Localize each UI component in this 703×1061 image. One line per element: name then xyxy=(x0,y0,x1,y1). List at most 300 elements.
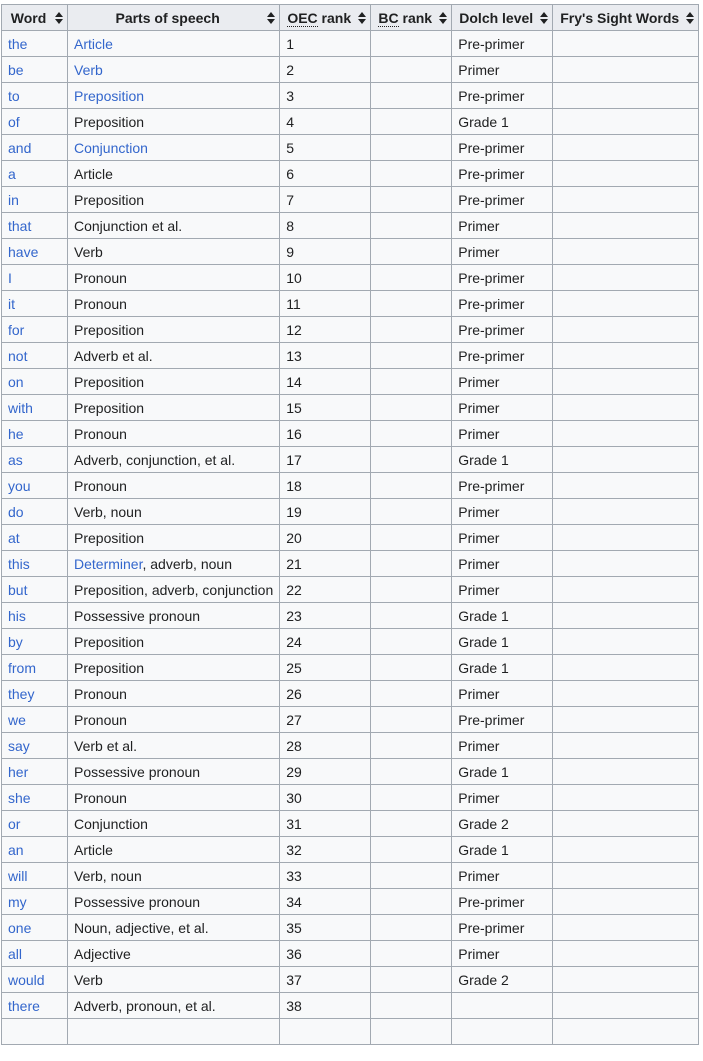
oec-rank-cell-text: 13 xyxy=(286,347,302,364)
oec-rank-cell xyxy=(280,187,371,213)
table-row xyxy=(2,681,699,707)
column-header-label: Parts of speech xyxy=(115,9,220,26)
table-row xyxy=(2,785,699,811)
column-header-bc-rank[interactable] xyxy=(371,5,452,31)
word-cell xyxy=(2,213,68,239)
sort-icon[interactable] xyxy=(55,12,63,24)
fry-sight-words-cell xyxy=(553,343,699,369)
word-cell xyxy=(2,161,68,187)
dolch-level-cell xyxy=(452,967,553,993)
table-row xyxy=(2,759,699,785)
fry-sight-words-cell xyxy=(553,837,699,863)
word-cell xyxy=(2,915,68,941)
word-cell-link[interactable]: of xyxy=(8,113,20,130)
oec-rank-cell-text: 2 xyxy=(286,61,295,78)
fry-sight-words-cell xyxy=(553,785,699,811)
dolch-level-cell-text: Primer xyxy=(458,581,500,598)
dolch-level-cell-text: Pre-primer xyxy=(458,477,525,494)
dolch-level-cell-text: Primer xyxy=(458,529,500,546)
oec-rank-cell-text: 18 xyxy=(286,477,302,494)
word-cell xyxy=(2,369,68,395)
dolch-level-cell xyxy=(452,57,553,83)
oec-rank-cell xyxy=(280,291,371,317)
word-cell-link[interactable]: one xyxy=(8,919,32,936)
bc-rank-cell xyxy=(371,161,452,187)
parts-of-speech-text: Preposition xyxy=(74,399,145,416)
oec-rank-cell xyxy=(280,629,371,655)
parts-of-speech-text: Adverb, conjunction, et al. xyxy=(74,451,236,468)
dolch-level-cell-text: Pre-primer xyxy=(458,269,525,286)
table-row xyxy=(2,941,699,967)
word-cell-link[interactable]: he xyxy=(8,425,24,442)
dolch-level-cell xyxy=(452,603,553,629)
word-cell-link[interactable]: and xyxy=(8,139,32,156)
word-cell-link[interactable]: she xyxy=(8,789,31,806)
fry-sight-words-cell xyxy=(553,889,699,915)
table-row xyxy=(2,837,699,863)
word-cell-link[interactable]: by xyxy=(8,633,23,650)
word-cell-link[interactable]: they xyxy=(8,685,35,702)
fry-sight-words-cell xyxy=(553,733,699,759)
dolch-level-cell xyxy=(452,395,553,421)
parts-of-speech-link[interactable]: Article xyxy=(74,35,113,52)
table-row xyxy=(2,499,699,525)
dolch-level-cell xyxy=(452,421,553,447)
fry-sight-words-cell xyxy=(553,57,699,83)
word-cell-link[interactable]: for xyxy=(8,321,25,338)
parts-of-speech-text: Adverb et al. xyxy=(74,347,153,364)
oec-rank-cell-text: 16 xyxy=(286,425,302,442)
fry-sight-words-cell xyxy=(553,655,699,681)
word-cell xyxy=(2,317,68,343)
oec-rank-cell-text: 23 xyxy=(286,607,302,624)
table-row xyxy=(2,993,699,1019)
oec-rank-cell xyxy=(280,31,371,57)
dolch-level-cell xyxy=(452,447,553,473)
word-cell-link[interactable]: that xyxy=(8,217,32,234)
abbreviation: OEC xyxy=(287,9,318,26)
sort-icon[interactable] xyxy=(540,12,548,24)
dolch-level-cell xyxy=(452,291,553,317)
word-cell-link[interactable]: not xyxy=(8,347,28,364)
word-cell xyxy=(2,707,68,733)
table-row xyxy=(2,31,699,57)
word-cell-link[interactable]: her xyxy=(8,763,29,780)
word-cell-link[interactable]: this xyxy=(8,555,30,572)
parts-of-speech-text: Verb xyxy=(74,971,103,988)
fry-sight-words-cell xyxy=(553,577,699,603)
oec-rank-cell xyxy=(280,499,371,525)
word-cell-link[interactable]: from xyxy=(8,659,36,676)
oec-rank-cell xyxy=(280,655,371,681)
parts-of-speech-text: Possessive pronoun xyxy=(74,893,201,910)
word-cell-link[interactable]: have xyxy=(8,243,39,260)
dolch-level-cell xyxy=(452,681,553,707)
parts-of-speech-cell xyxy=(68,57,280,83)
column-header-word[interactable] xyxy=(2,5,68,31)
parts-of-speech-cell xyxy=(68,421,280,447)
oec-rank-cell-text: 19 xyxy=(286,503,302,520)
parts-of-speech-cell xyxy=(68,213,280,239)
word-cell-link[interactable]: a xyxy=(8,165,16,182)
parts-of-speech-text: Verb et al. xyxy=(74,737,138,754)
fry-sight-words-cell xyxy=(553,83,699,109)
oec-rank-cell xyxy=(280,343,371,369)
parts-of-speech-cell xyxy=(68,785,280,811)
table-row xyxy=(2,915,699,941)
oec-rank-cell xyxy=(280,889,371,915)
word-cell xyxy=(2,655,68,681)
parts-of-speech-text: Verb, noun xyxy=(74,867,142,884)
table-row xyxy=(2,161,699,187)
dolch-level-cell-text: Grade 1 xyxy=(458,763,509,780)
table-row xyxy=(2,473,699,499)
table-row xyxy=(2,629,699,655)
parts-of-speech-text: Preposition xyxy=(74,633,145,650)
column-header-label: BC rank xyxy=(378,9,433,26)
parts-of-speech-text: Pronoun xyxy=(74,295,127,312)
parts-of-speech-text: Article xyxy=(74,841,113,858)
parts-of-speech-cell xyxy=(68,837,280,863)
dolch-level-cell-text: Pre-primer xyxy=(458,347,525,364)
dolch-level-cell-text: Primer xyxy=(458,503,500,520)
sort-icon[interactable] xyxy=(358,12,366,24)
word-cell-link[interactable]: but xyxy=(8,581,28,598)
bc-rank-cell xyxy=(371,473,452,499)
word-cell xyxy=(2,837,68,863)
dolch-level-cell xyxy=(452,265,553,291)
parts-of-speech-cell xyxy=(68,603,280,629)
parts-of-speech-text: Pronoun xyxy=(74,789,127,806)
word-cell-link[interactable]: we xyxy=(8,711,26,728)
fry-sight-words-cell xyxy=(553,31,699,57)
word-cell-link[interactable]: the xyxy=(8,35,28,52)
table-row xyxy=(2,863,699,889)
oec-rank-cell-text: 9 xyxy=(286,243,295,260)
word-cell-link[interactable]: his xyxy=(8,607,26,624)
fry-sight-words-cell xyxy=(553,993,699,1019)
oec-rank-cell xyxy=(280,109,371,135)
dolch-level-cell-text: Pre-primer xyxy=(458,711,525,728)
word-cell-link[interactable]: as xyxy=(8,451,23,468)
fry-sight-words-cell xyxy=(553,213,699,239)
parts-of-speech-text: Preposition xyxy=(74,659,145,676)
dolch-level-cell xyxy=(452,135,553,161)
parts-of-speech-cell xyxy=(68,863,280,889)
word-cell xyxy=(2,967,68,993)
parts-of-speech-link[interactable]: Verb xyxy=(74,61,103,78)
bc-rank-cell xyxy=(371,863,452,889)
word-cell-link[interactable]: be xyxy=(8,61,24,78)
word-cell-link[interactable]: you xyxy=(8,477,31,494)
word-cell-link[interactable]: or xyxy=(8,815,21,832)
bc-rank-cell xyxy=(371,915,452,941)
oec-rank-cell-text: 10 xyxy=(286,269,302,286)
word-cell-link[interactable]: it xyxy=(8,295,15,312)
table-row xyxy=(2,707,699,733)
fry-sight-words-cell xyxy=(553,135,699,161)
bc-rank-cell xyxy=(371,551,452,577)
parts-of-speech-text: Noun, adjective, et al. xyxy=(74,919,209,936)
fry-sight-words-cell xyxy=(553,421,699,447)
word-cell xyxy=(2,577,68,603)
dolch-level-cell xyxy=(452,187,553,213)
parts-of-speech-cell xyxy=(68,811,280,837)
word-cell-link[interactable]: my xyxy=(8,893,27,910)
table-row xyxy=(2,1019,699,1045)
parts-of-speech-cell xyxy=(68,499,280,525)
dolch-level-cell xyxy=(452,889,553,915)
dolch-level-cell-text: Pre-primer xyxy=(458,35,525,52)
fry-sight-words-cell xyxy=(553,525,699,551)
dolch-level-cell xyxy=(452,369,553,395)
parts-of-speech-cell xyxy=(68,473,280,499)
word-cell xyxy=(2,785,68,811)
dolch-level-cell-text: Grade 1 xyxy=(458,451,509,468)
fry-sight-words-cell xyxy=(553,369,699,395)
parts-of-speech-cell xyxy=(68,1019,280,1045)
bc-rank-cell xyxy=(371,239,452,265)
word-cell xyxy=(2,473,68,499)
oec-rank-cell-text: 26 xyxy=(286,685,302,702)
bc-rank-cell xyxy=(371,291,452,317)
bc-rank-cell xyxy=(371,603,452,629)
bc-rank-cell xyxy=(371,941,452,967)
oec-rank-cell-text: 31 xyxy=(286,815,302,832)
parts-of-speech-cell xyxy=(68,161,280,187)
word-cell-link[interactable]: will xyxy=(8,867,28,884)
parts-of-speech-cell xyxy=(68,239,280,265)
oec-rank-cell-text: 15 xyxy=(286,399,302,416)
dolch-level-cell xyxy=(452,733,553,759)
oec-rank-cell xyxy=(280,57,371,83)
oec-rank-cell xyxy=(280,707,371,733)
dolch-level-cell-text: Primer xyxy=(458,373,500,390)
dolch-level-cell xyxy=(452,629,553,655)
parts-of-speech-link[interactable]: Determiner xyxy=(74,555,143,572)
oec-rank-cell xyxy=(280,603,371,629)
dolch-level-cell xyxy=(452,655,553,681)
fry-sight-words-cell xyxy=(553,603,699,629)
word-cell-link[interactable]: say xyxy=(8,737,30,754)
parts-of-speech-cell xyxy=(68,681,280,707)
bc-rank-cell xyxy=(371,343,452,369)
parts-of-speech-cell xyxy=(68,83,280,109)
table-row xyxy=(2,889,699,915)
sort-icon[interactable] xyxy=(439,12,447,24)
word-cell xyxy=(2,889,68,915)
parts-of-speech-cell xyxy=(68,551,280,577)
oec-rank-cell xyxy=(280,681,371,707)
word-cell xyxy=(2,187,68,213)
bc-rank-cell xyxy=(371,421,452,447)
word-cell-link[interactable]: would xyxy=(8,971,45,988)
dolch-level-cell xyxy=(452,785,553,811)
oec-rank-cell xyxy=(280,577,371,603)
bc-rank-cell xyxy=(371,785,452,811)
dolch-level-cell xyxy=(452,915,553,941)
table-row xyxy=(2,447,699,473)
dolch-level-cell xyxy=(452,31,553,57)
oec-rank-cell-text: 20 xyxy=(286,529,302,546)
table-row xyxy=(2,187,699,213)
dolch-level-cell xyxy=(452,343,553,369)
word-cell-link[interactable]: with xyxy=(8,399,33,416)
oec-rank-cell xyxy=(280,369,371,395)
oec-rank-cell xyxy=(280,941,371,967)
word-cell xyxy=(2,343,68,369)
oec-rank-cell xyxy=(280,915,371,941)
table-row xyxy=(2,291,699,317)
oec-rank-cell-text: 12 xyxy=(286,321,302,338)
dolch-level-cell xyxy=(452,473,553,499)
fry-sight-words-cell xyxy=(553,499,699,525)
table-body xyxy=(2,31,699,1045)
oec-rank-cell xyxy=(280,213,371,239)
parts-of-speech-cell xyxy=(68,577,280,603)
word-cell-link[interactable]: to xyxy=(8,87,20,104)
oec-rank-cell-text: 21 xyxy=(286,555,302,572)
word-cell xyxy=(2,993,68,1019)
bc-rank-cell xyxy=(371,135,452,161)
word-cell-link[interactable]: an xyxy=(8,841,24,858)
word-cell-link[interactable]: do xyxy=(8,503,24,520)
oec-rank-cell-text: 6 xyxy=(286,165,295,182)
oec-rank-cell-text: 14 xyxy=(286,373,302,390)
fry-sight-words-cell xyxy=(553,551,699,577)
parts-of-speech-link[interactable]: Preposition xyxy=(74,87,145,104)
parts-of-speech-cell xyxy=(68,525,280,551)
table-header-row xyxy=(2,5,699,31)
oec-rank-cell xyxy=(280,993,371,1019)
dolch-level-cell xyxy=(452,109,553,135)
word-cell xyxy=(2,525,68,551)
oec-rank-cell-text: 24 xyxy=(286,633,302,650)
word-cell xyxy=(2,1019,68,1045)
word-cell-link[interactable]: I xyxy=(8,269,12,286)
sort-icon[interactable] xyxy=(267,12,275,24)
fry-sight-words-cell xyxy=(553,915,699,941)
table-row xyxy=(2,551,699,577)
parts-of-speech-text: Pronoun xyxy=(74,711,127,728)
table-row xyxy=(2,317,699,343)
table-row xyxy=(2,395,699,421)
parts-of-speech-link[interactable]: Conjunction xyxy=(74,139,148,156)
table-row xyxy=(2,733,699,759)
sort-icon[interactable] xyxy=(686,12,694,24)
fry-sight-words-cell xyxy=(553,967,699,993)
parts-of-speech-cell xyxy=(68,655,280,681)
word-cell-link[interactable]: there xyxy=(8,997,40,1014)
word-cell xyxy=(2,863,68,889)
bc-rank-cell xyxy=(371,109,452,135)
parts-of-speech-cell xyxy=(68,31,280,57)
oec-rank-cell xyxy=(280,811,371,837)
table-row xyxy=(2,967,699,993)
fry-sight-words-cell xyxy=(553,317,699,343)
parts-of-speech-text: Pronoun xyxy=(74,685,127,702)
oec-rank-cell-text: 22 xyxy=(286,581,302,598)
column-header-dolch-level[interactable] xyxy=(452,5,553,31)
bc-rank-cell xyxy=(371,499,452,525)
column-header-fry-sight-words[interactable] xyxy=(553,5,699,31)
oec-rank-cell xyxy=(280,447,371,473)
fry-sight-words-cell xyxy=(553,941,699,967)
oec-rank-cell xyxy=(280,161,371,187)
oec-rank-cell-text: 3 xyxy=(286,87,295,104)
column-header-label: Word xyxy=(10,9,47,26)
column-header-parts-of-speech[interactable] xyxy=(68,5,280,31)
dolch-level-cell-text: Grade 2 xyxy=(458,815,509,832)
word-cell-link[interactable]: in xyxy=(8,191,19,208)
parts-of-speech-text: Preposition xyxy=(74,191,145,208)
word-cell xyxy=(2,603,68,629)
fry-sight-words-cell xyxy=(553,109,699,135)
parts-of-speech-text: Conjunction xyxy=(74,815,148,832)
bc-rank-cell xyxy=(371,1019,452,1045)
table-row xyxy=(2,109,699,135)
dolch-level-cell-text: Primer xyxy=(458,685,500,702)
dolch-level-cell-text: Primer xyxy=(458,425,500,442)
bc-rank-cell xyxy=(371,733,452,759)
word-cell xyxy=(2,31,68,57)
bc-rank-cell xyxy=(371,993,452,1019)
dolch-level-cell xyxy=(452,993,553,1019)
word-cell-link[interactable]: all xyxy=(8,945,23,962)
parts-of-speech-cell xyxy=(68,291,280,317)
parts-of-speech-cell xyxy=(68,941,280,967)
oec-rank-cell-text: 34 xyxy=(286,893,302,910)
dolch-level-cell-text: Pre-primer xyxy=(458,139,525,156)
table-row xyxy=(2,213,699,239)
dolch-level-cell-text: Pre-primer xyxy=(458,893,525,910)
word-cell-link[interactable]: at xyxy=(8,529,20,546)
oec-rank-cell xyxy=(280,83,371,109)
parts-of-speech-text: Possessive pronoun xyxy=(74,607,201,624)
oec-rank-cell-text: 35 xyxy=(286,919,302,936)
table-row xyxy=(2,57,699,83)
bc-rank-cell xyxy=(371,811,452,837)
word-cell xyxy=(2,265,68,291)
oec-rank-cell-text: 32 xyxy=(286,841,302,858)
parts-of-speech-text: Preposition xyxy=(74,321,145,338)
oec-rank-cell xyxy=(280,967,371,993)
fry-sight-words-cell xyxy=(553,239,699,265)
bc-rank-cell xyxy=(371,629,452,655)
word-cell xyxy=(2,395,68,421)
word-cell-link[interactable]: on xyxy=(8,373,24,390)
parts-of-speech-cell xyxy=(68,135,280,161)
oec-rank-cell-text: 17 xyxy=(286,451,302,468)
oec-rank-cell-text: 4 xyxy=(286,113,295,130)
oec-rank-cell xyxy=(280,265,371,291)
bc-rank-cell xyxy=(371,187,452,213)
table-row xyxy=(2,369,699,395)
fry-sight-words-cell xyxy=(553,681,699,707)
column-header-oec-rank[interactable] xyxy=(280,5,371,31)
fry-sight-words-cell xyxy=(553,759,699,785)
parts-of-speech-cell xyxy=(68,395,280,421)
bc-rank-cell xyxy=(371,759,452,785)
bc-rank-cell xyxy=(371,57,452,83)
oec-rank-cell xyxy=(280,395,371,421)
bc-rank-cell xyxy=(371,655,452,681)
bc-rank-cell xyxy=(371,707,452,733)
word-cell xyxy=(2,135,68,161)
parts-of-speech-cell xyxy=(68,915,280,941)
dolch-level-cell-text: Primer xyxy=(458,945,500,962)
oec-rank-cell xyxy=(280,525,371,551)
